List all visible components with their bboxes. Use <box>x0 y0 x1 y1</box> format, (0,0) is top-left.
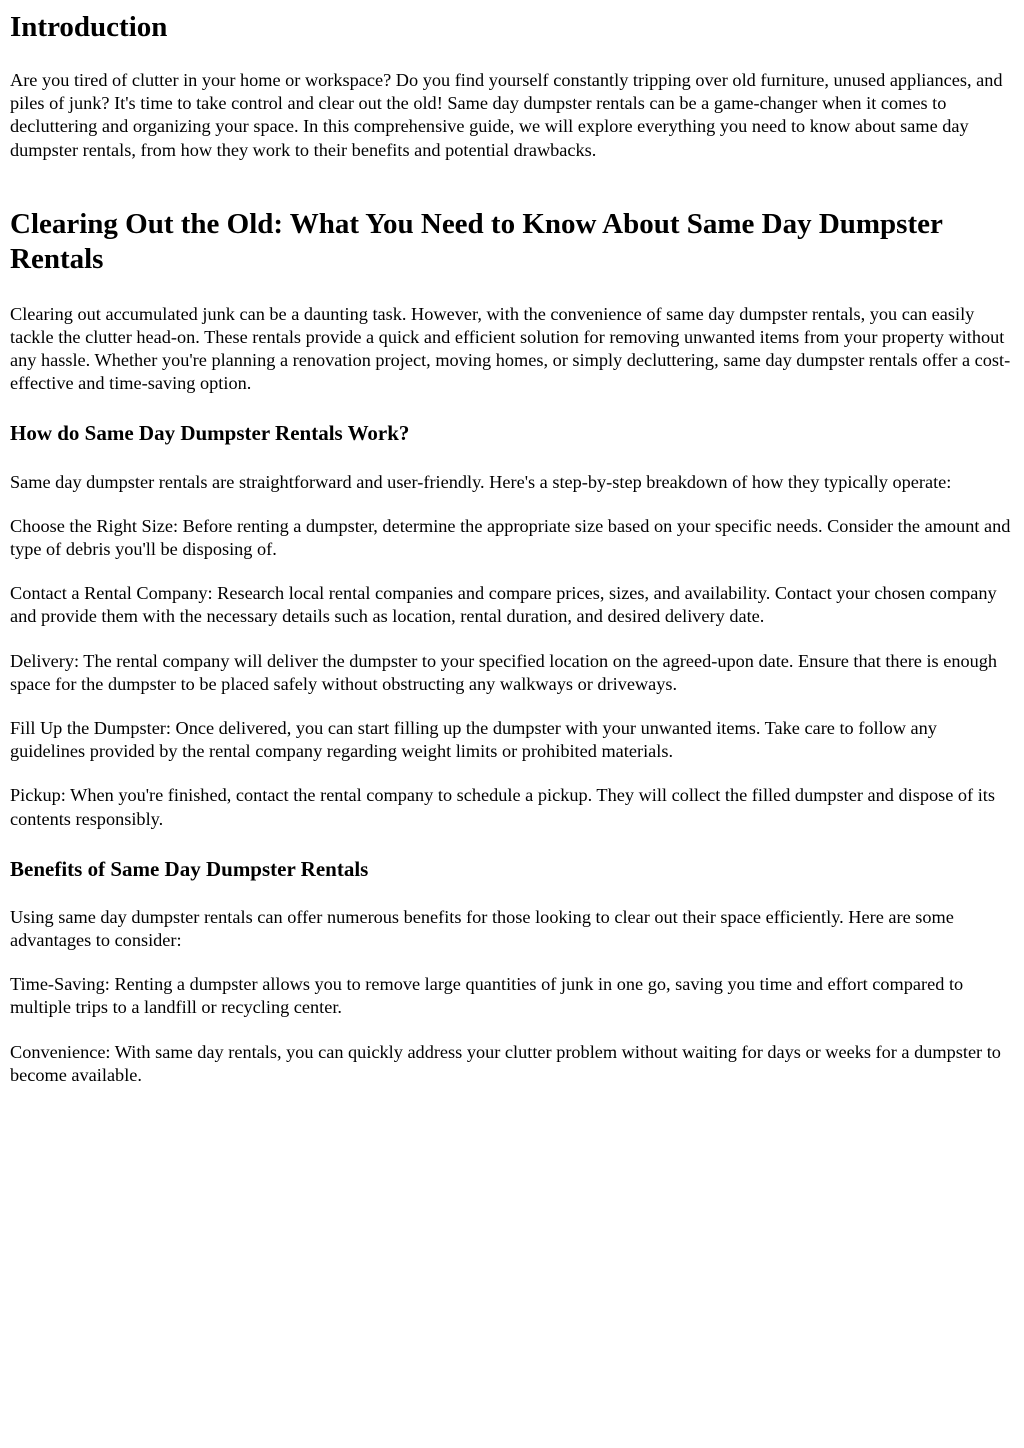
main-heading: Clearing Out the Old: What You Need to Know About Same Day Dumpster Rentals <box>10 207 943 275</box>
step-delivery: Delivery: The rental company will deliver the dumpster to your specified location on the agreed-upon date. Ensure that there is enough space for the dumpster to be placed safely without obstructing any walkways or driveways. <box>10 650 998 694</box>
intro-paragraph: Are you tired of clutter in your home or workspace? Do you find yourself constantly tripping over old furniture, unused appliances, and piles of junk? It's time to take control and clear out the old! Same day dumpster rentals can be a game-changer when it comes to decluttering and organizing your space. In this comprehensive guide, we will explore everything you need to know about same day dumpster rentals, from how they work to their benefits and potential drawbacks. <box>10 70 1003 160</box>
benefit-time-saving: Time-Saving: Renting a dumpster allows you to remove large quantities of junk in one go, saving you time and effort compared to multiple trips to a landfill or recycling center. <box>10 974 964 1018</box>
step-contact-company: Contact a Rental Company: Research local rental companies and compare prices, sizes, and availability. Contact your chosen company and provide them with the necessary details such as location, rental duration, and desired delivery date. <box>10 583 997 627</box>
main-paragraph: Clearing out accumulated junk can be a daunting task. However, with the convenience of same day dumpster rentals, you can easily tackle the clutter head-on. These rentals provide a quick and efficient solution for removing unwanted items from your property without any hassle. Whether you're planning a renovation project, moving homes, or simply decluttering, same day dumpster rentals offer a cost-effective and time-saving option. <box>10 303 1011 394</box>
step-fill-up: Fill Up the Dumpster: Once delivered, you can start filling up the dumpster with your unwanted items. Take care to follow any guidelines provided by the rental company regarding weight limits or prohibited materials. <box>10 718 937 762</box>
benefits-intro: Using same day dumpster rentals can offer numerous benefits for those looking to clear out their space efficiently. Here are some advantages to consider: <box>10 906 954 951</box>
intro-heading: Introduction <box>10 11 168 43</box>
how-it-works-heading: How do Same Day Dumpster Rentals Work? <box>10 420 410 445</box>
step-pickup: Pickup: When you're finished, contact the rental company to schedule a pickup. They will collect the filled dumpster and dispose of its contents responsibly. <box>10 785 995 829</box>
benefit-convenience: Convenience: With same day rentals, you can quickly address your clutter problem without waiting for days or weeks for a dumpster to become available. <box>10 1041 1001 1085</box>
how-it-works-intro: Same day dumpster rentals are straightforward and user-friendly. Here's a step-by-step breakdown of how they typically operate: <box>10 471 952 492</box>
benefits-heading: Benefits of Same Day Dumpster Rentals <box>10 856 369 881</box>
step-choose-size: Choose the Right Size: Before renting a dumpster, determine the appropriate size based on your specific needs. Consider the amount and type of debris you'll be disposing of. <box>10 515 1011 560</box>
